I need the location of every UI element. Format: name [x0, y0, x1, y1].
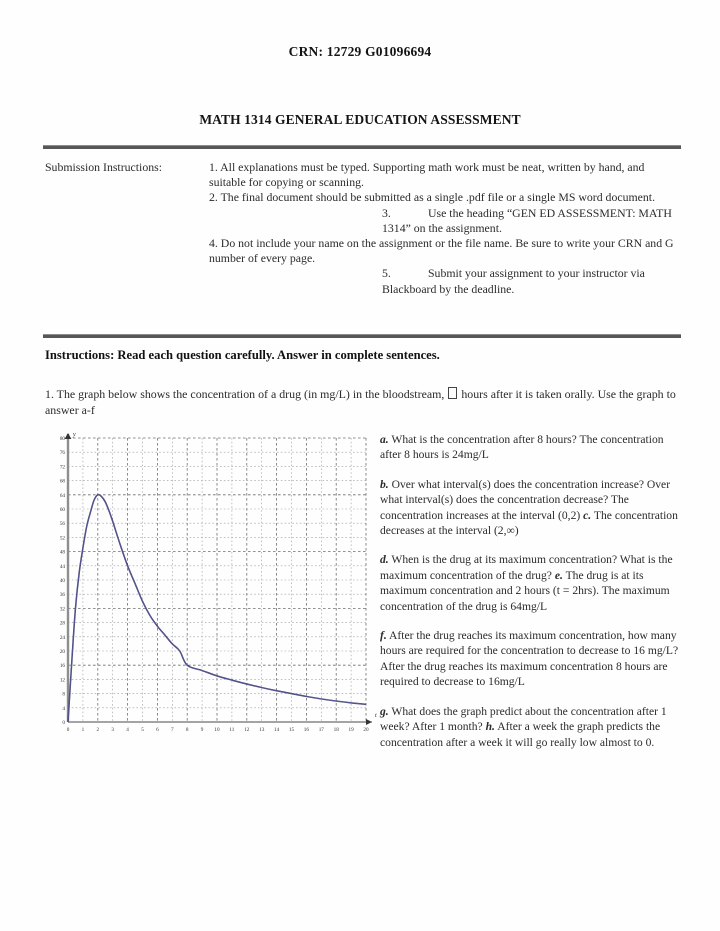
answer-a-letter: a.: [380, 433, 389, 446]
answer-h-text: After a week the graph predicts the concentration after a week it will go really low almost to 0.: [380, 720, 661, 749]
question-1-prompt: [45, 386, 685, 418]
answer-f-line: [380, 628, 680, 690]
svg-text:8: 8: [62, 691, 65, 698]
submission-item-5-text: Submit your assignment to your instructor via Blackboard by the deadline.: [382, 266, 645, 296]
answer-f-letter: f.: [380, 629, 387, 643]
answer-b: [380, 477, 680, 539]
svg-text:y: y: [73, 432, 76, 438]
answer-b-letter: b.: [380, 477, 389, 491]
answer-g-line: [380, 704, 680, 750]
svg-text:0: 0: [62, 720, 65, 726]
answer-b-text: Over what interval(s) does the concentration increase? Over what interval(s) does the concentration decrease? The concentration increases at the interval (0,2): [380, 477, 671, 522]
submission-item-2: 2. The final document should be submitted as a single .pdf file or a single MS word document.: [209, 190, 656, 205]
answer-g-text: What does the graph predict about the concentration after 1 week? After 1 month?: [380, 704, 667, 734]
instructions-heading: Instructions: Read each question carefully. Answer in complete sentences.: [45, 348, 440, 362]
svg-text:40: 40: [59, 578, 65, 584]
answer-d-text: When is the drug at its maximum concentration? What is the maximum concentration of the drug?: [380, 553, 673, 582]
crn-heading: CRN: 12729 G01096694: [288, 44, 432, 59]
submission-item-3-number: 3.: [382, 205, 391, 220]
svg-text:15: 15: [288, 727, 295, 733]
svg-text:5: 5: [141, 727, 144, 733]
svg-text:64: 64: [59, 492, 65, 499]
answer-g-letter: g.: [380, 704, 389, 718]
submission-item-3-text: Use the heading “GEN ED ASSESSMENT: MATH 1314” on the assignment.: [382, 205, 672, 235]
svg-text:6: 6: [156, 727, 159, 733]
svg-text:12: 12: [59, 677, 65, 684]
submission-item-3: [209, 206, 681, 236]
svg-text:9: 9: [200, 727, 204, 733]
svg-text:72: 72: [59, 464, 65, 471]
divider-middle: [43, 334, 681, 338]
svg-text:14: 14: [274, 727, 280, 733]
answer-d-line: [380, 552, 680, 614]
question-1-text-part-b: hours after it is taken orally. Use the graph to answer a-f: [45, 387, 676, 417]
svg-text:48: 48: [59, 549, 65, 556]
submission-item-5-number: 5.: [382, 266, 391, 281]
svg-text:28: 28: [59, 620, 65, 627]
svg-text:52: 52: [59, 535, 65, 542]
graph-axis-labels: [72, 432, 377, 719]
answer-e-text: The drug is at its maximum concentration and 2 hours (t = 2hrs). The maximum concentration of the drug is 64mg/L: [380, 568, 670, 613]
answer-d-letter: d.: [380, 553, 389, 567]
submission-item-5: [209, 266, 681, 296]
submission-item-4: 4. Do not include your name on the assignment or the file name. Be sure to write your CRN and G number of every page.: [209, 236, 674, 266]
submission-instructions-label: Submission Instructions:: [45, 160, 162, 174]
svg-text:16: 16: [303, 727, 309, 733]
svg-text:17: 17: [318, 727, 324, 733]
svg-text:56: 56: [59, 521, 65, 528]
svg-text:19: 19: [348, 727, 354, 733]
svg-text:13: 13: [259, 727, 265, 733]
svg-text:11: 11: [229, 727, 235, 733]
svg-text:44: 44: [59, 563, 65, 570]
svg-text:t: t: [375, 713, 377, 719]
svg-text:1: 1: [81, 727, 85, 733]
submission-instructions-body: [209, 160, 681, 297]
question-1-text-part-a: 1. The graph below shows the concentration of a drug (in mg/L) in the bloodstream,: [45, 387, 445, 401]
svg-text:80: 80: [59, 436, 65, 442]
divider-top: [43, 145, 681, 149]
svg-text:8: 8: [185, 727, 189, 733]
svg-text:7: 7: [171, 727, 174, 733]
answer-g: [380, 704, 680, 750]
svg-text:4: 4: [126, 727, 129, 733]
svg-text:36: 36: [59, 592, 65, 599]
svg-text:16: 16: [59, 663, 65, 670]
answer-a-text: What is the concentration after 8 hours? The concentration after 8 hours is 24mg/L: [380, 433, 664, 462]
svg-text:20: 20: [59, 649, 65, 655]
svg-text:24: 24: [59, 634, 65, 641]
svg-text:32: 32: [59, 606, 65, 613]
missing-glyph-icon: [448, 387, 457, 399]
answer-f: [380, 628, 680, 690]
answer-e-letter: e.: [554, 568, 563, 582]
answer-c-letter: c.: [583, 508, 592, 522]
page-title: MATH 1314 GENERAL EDUCATION ASSESSMENT: [199, 112, 521, 127]
svg-text:20: 20: [363, 727, 369, 733]
answer-b-line: [380, 477, 680, 539]
answer-h-letter: h.: [485, 720, 495, 734]
drug-concentration-graph: [48, 432, 378, 752]
svg-text:76: 76: [59, 450, 65, 457]
answer-f-text: After the drug reaches its maximum concentration, how many hours are required for the concentration to decrease to 16 mg/L? After the drug reaches its maximum concentration 8 hours are required to decrease to 16mg/L: [380, 629, 679, 689]
svg-text:4: 4: [62, 705, 65, 712]
svg-text:68: 68: [59, 478, 65, 485]
submission-item-1: 1. All explanations must be typed. Supporting math work must be neat, written by hand, and suitable for copying or scanning.: [209, 160, 645, 190]
answer-d: [380, 552, 680, 614]
svg-text:2: 2: [96, 727, 100, 733]
svg-text:18: 18: [333, 727, 339, 733]
answer-a: [380, 432, 680, 463]
svg-text:12: 12: [244, 727, 250, 733]
graph-svg: [48, 432, 378, 752]
svg-text:0: 0: [66, 727, 70, 733]
graph-axes: [65, 433, 372, 725]
svg-text:10: 10: [214, 727, 220, 733]
svg-text:3: 3: [111, 727, 114, 733]
svg-text:60: 60: [59, 507, 65, 513]
answer-a-line: [380, 432, 680, 463]
answer-c-text: The concentration decreases at the interval (2,∞): [380, 508, 678, 538]
answers-column: [380, 432, 680, 750]
